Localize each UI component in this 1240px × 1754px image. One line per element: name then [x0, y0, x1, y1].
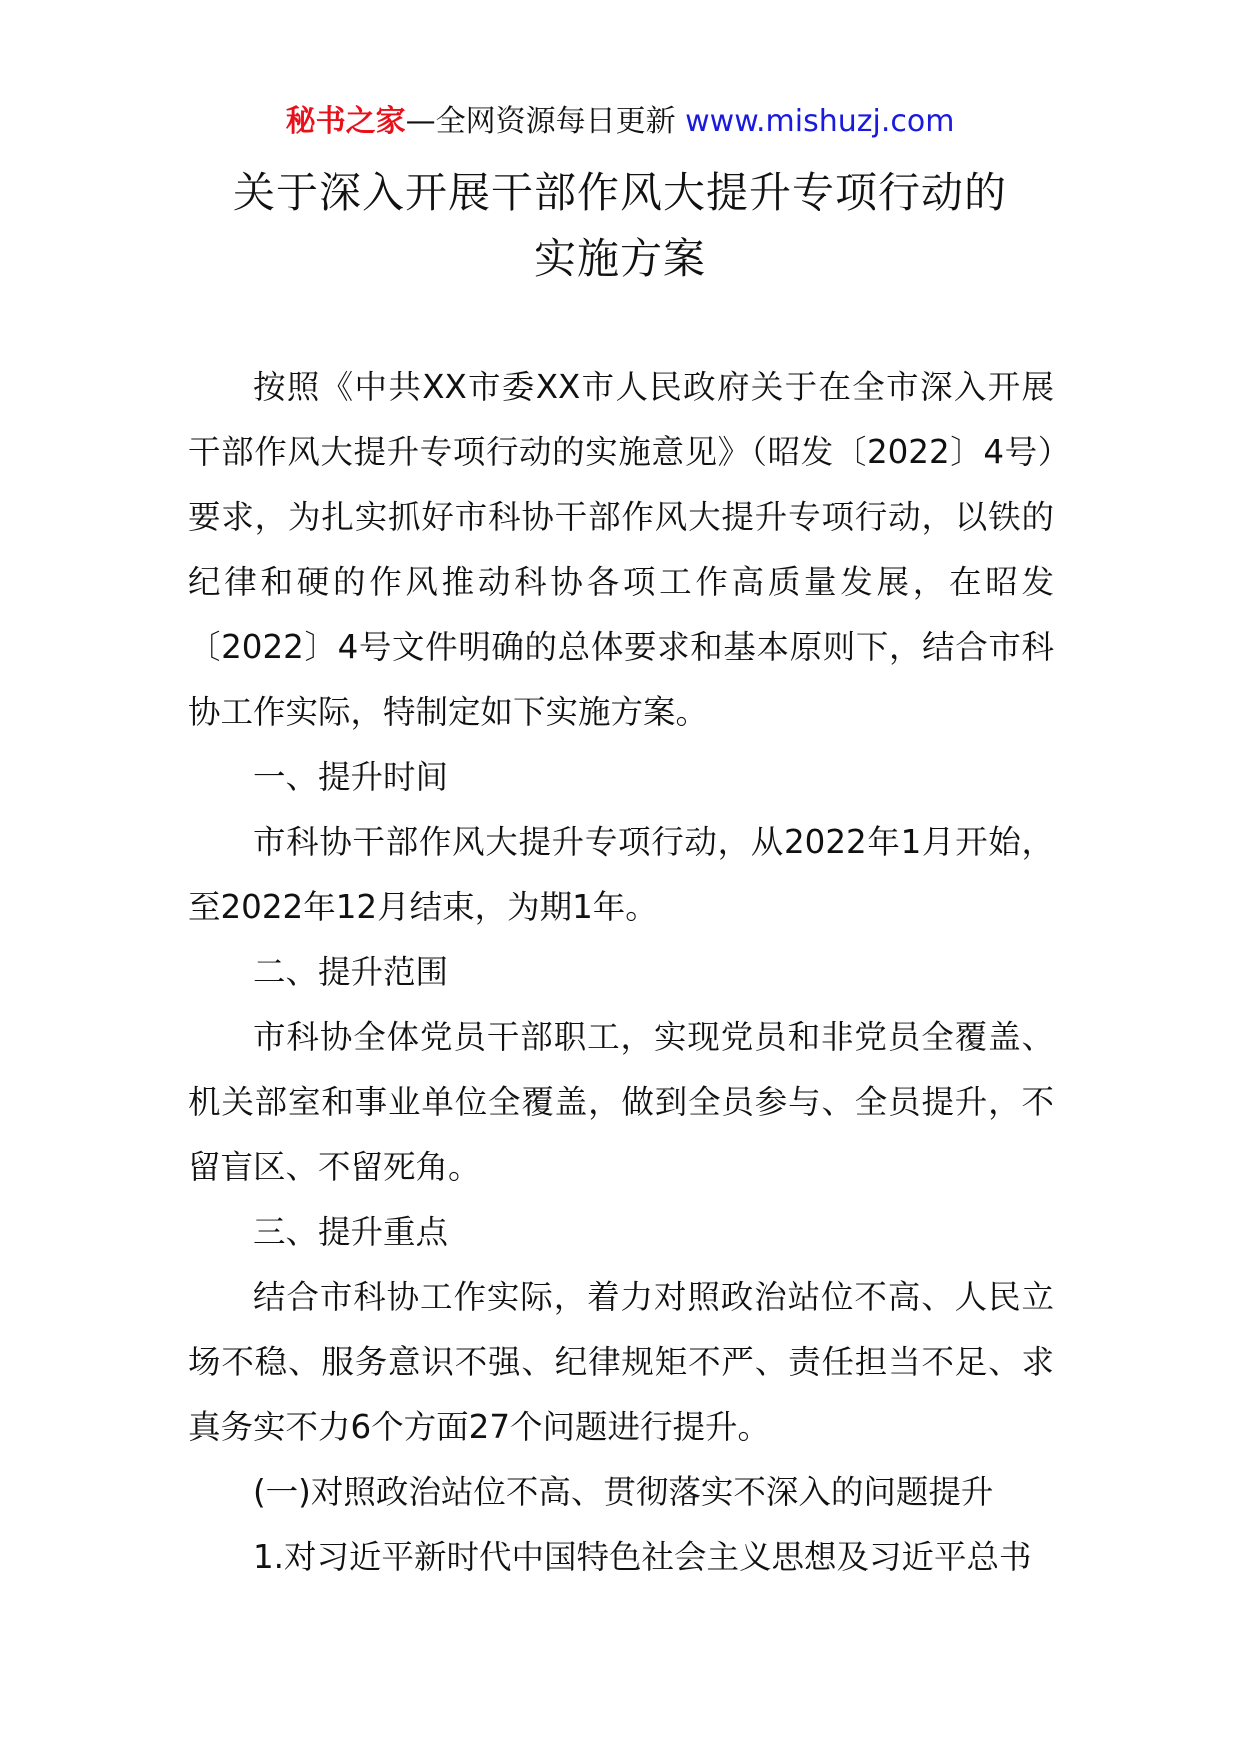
subsection-heading-1: (一)对照政治站位不高、贯彻落实不深入的问题提升 — [253, 1473, 994, 1511]
site-url-link[interactable]: www.mishuzj.com — [685, 104, 955, 139]
paragraph-time: 市科协干部作风大提升专项行动，从2022年1月开始，至2022年12月结束，为期1年。 — [188, 823, 1054, 926]
title-line-1: 关于深入开展干部作风大提升专项行动的 — [232, 168, 1007, 217]
paragraph-focus: 结合市科协工作实际，着力对照政治站位不高、人民立场不稳、服务意识不强、纪律规矩不严、责任担当不足、求真务实不力6个方面27个问题进行提升。 — [188, 1278, 1054, 1446]
title-line-2: 实施方案 — [533, 234, 706, 283]
section-heading-3: 三、提升重点 — [253, 1213, 449, 1251]
site-header — [0, 100, 1240, 144]
section-heading-2: 二、提升范围 — [253, 953, 449, 991]
section-heading-1: 一、提升时间 — [253, 758, 449, 796]
list-item-1: 1.对习近平新时代中国特色社会主义思想及习近平总书 — [253, 1538, 1032, 1576]
paragraph-scope: 市科协全体党员干部职工，实现党员和非党员全覆盖、机关部室和事业单位全覆盖，做到全员参与、全员提升，不留盲区、不留死角。 — [188, 1018, 1054, 1186]
site-tagline: —全网资源每日更新 — [405, 104, 676, 139]
document-title — [120, 160, 1120, 292]
brand-name: 秘书之家 — [285, 104, 406, 139]
document-body — [188, 355, 1054, 1590]
paragraph-intro: 按照《中共XX市委XX市人民政府关于在全市深入开展干部作风大提升专项行动的实施意见》（昭发〔2022〕4号）要求，为扎实抓好市科协干部作风大提升专项行动，以铁的纪律和硬的作风推动科协各项工作高质量发展，在昭发〔2022〕4号文件明确的总体要求和基本原则下，结合市科协工作实际，特制定如下实施方案。 — [188, 368, 1054, 731]
